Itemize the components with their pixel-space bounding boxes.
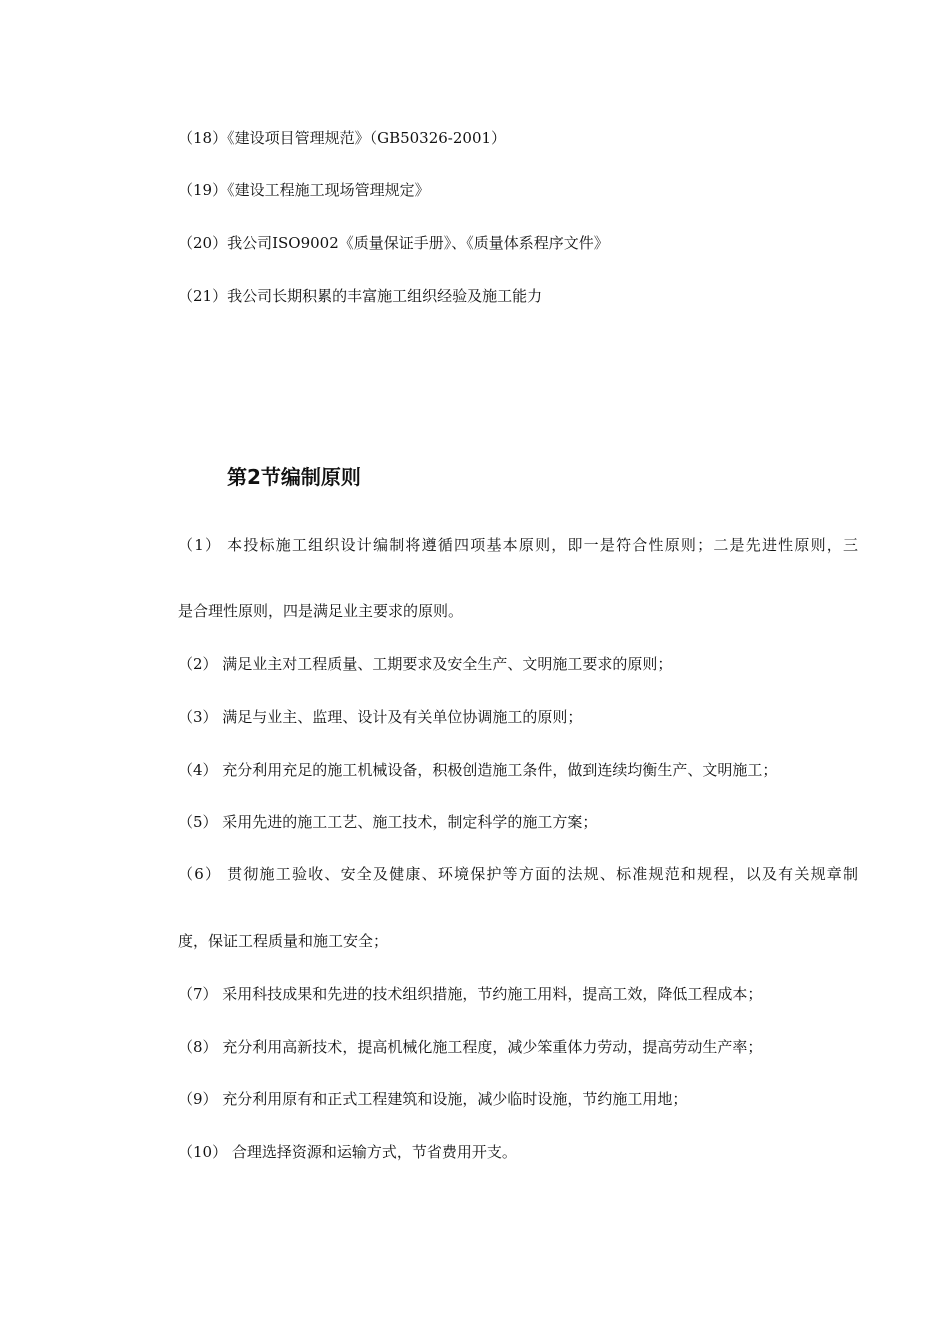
principle-5: （5） 采用先进的施工工艺、施工技术，制定科学的施工方案；: [178, 813, 598, 831]
principle-6-line-2: 度，保证工程质量和施工安全；: [178, 932, 389, 950]
principle-4: （4） 充分利用充足的施工机械设备，积极创造施工条件，做到连续均衡生产、文明施工；: [178, 761, 778, 779]
principle-1-line-2: 是合理性原则，四是满足业主要求的原则。: [178, 602, 464, 620]
reference-item-20: （20）我公司ISO9002《质量保证手册》、《质量体系程序文件》: [178, 234, 609, 252]
principle-8: （8） 充分利用高新技术，提高机械化施工程度，减少笨重体力劳动，提高劳动生产率；: [178, 1038, 763, 1056]
reference-item-19: （19）《建设工程施工现场管理规定》: [178, 181, 430, 199]
principle-1-line-1: （1） 本投标施工组织设计编制将遵循四项基本原则，即一是符合性原则；二是先进性原则，三: [178, 536, 858, 554]
section-title: 第2节编制原则: [227, 465, 361, 489]
principle-6-line-1: （6） 贯彻施工验收、安全及健康、环境保护等方面的法规、标准规范和规程，以及有关规章制: [178, 865, 858, 883]
principle-9: （9） 充分利用原有和正式工程建筑和设施，减少临时设施，节约施工用地；: [178, 1090, 688, 1108]
reference-item-18: （18）《建设项目管理规范》（GB50326-2001）: [178, 129, 507, 147]
principle-10: （10） 合理选择资源和运输方式，节省费用开支。: [178, 1143, 517, 1161]
principle-2: （2） 满足业主对工程质量、工期要求及安全生产、文明施工要求的原则；: [178, 655, 673, 673]
principle-7: （7） 采用科技成果和先进的技术组织措施，节约施工用料，提高工效，降低工程成本；: [178, 985, 763, 1003]
principle-3: （3） 满足与业主、监理、设计及有关单位协调施工的原则；: [178, 708, 583, 726]
reference-item-21: （21）我公司长期积累的丰富施工组织经验及施工能力: [178, 287, 543, 305]
